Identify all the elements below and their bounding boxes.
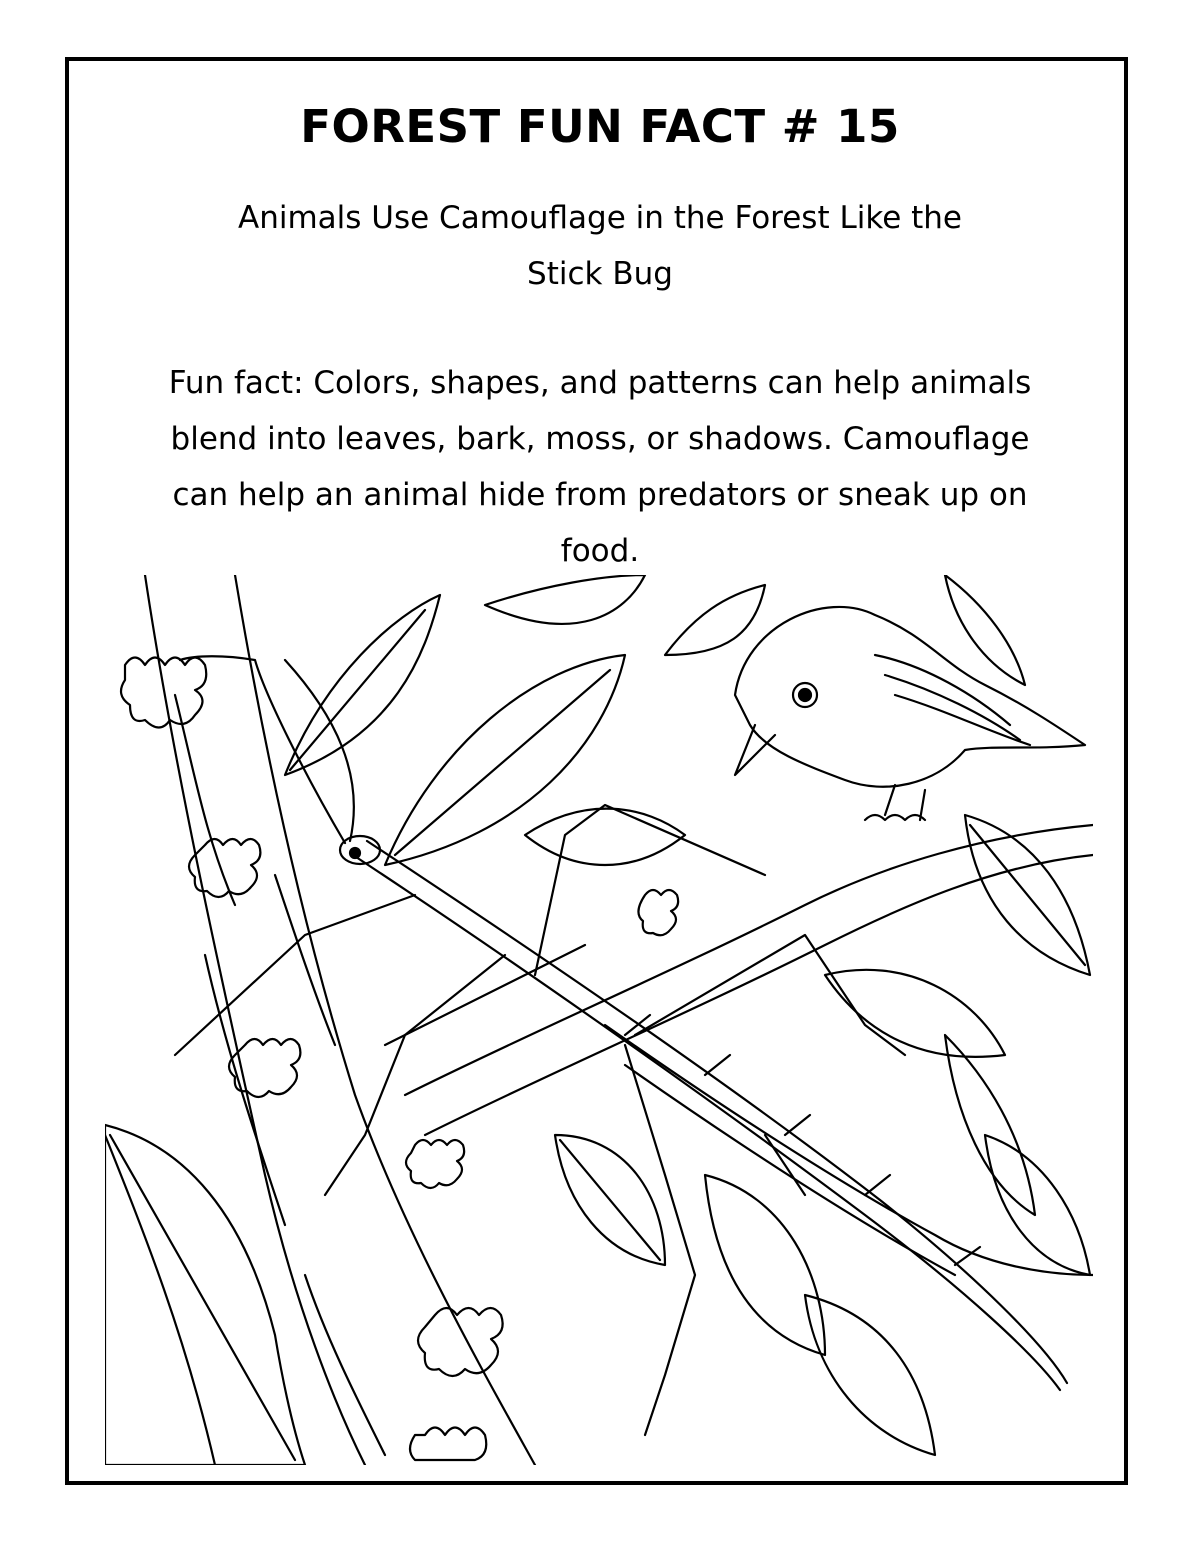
subtitle-line: Animals Use Camouflage in the Forest Like the (238, 200, 962, 236)
coloring-illustration (105, 575, 1093, 1465)
subtitle (200, 190, 1000, 302)
page-title: FOREST FUN FACT # 15 (300, 100, 900, 153)
fact-line: Fun fact: Colors, shapes, and patterns can help animals (168, 365, 1032, 401)
moss (121, 658, 678, 1461)
bird (735, 607, 1085, 820)
leaves (105, 575, 1090, 1465)
fact-line: blend into leaves, bark, moss, or shadows. Camouflage (170, 421, 1030, 457)
fact-line: can help an animal hide from predators or sneak up on (172, 477, 1028, 513)
stick-bug (175, 656, 1067, 1435)
fun-fact-text (135, 355, 1065, 579)
subtitle-line: Stick Bug (527, 256, 673, 292)
fact-line: food. (560, 533, 640, 569)
